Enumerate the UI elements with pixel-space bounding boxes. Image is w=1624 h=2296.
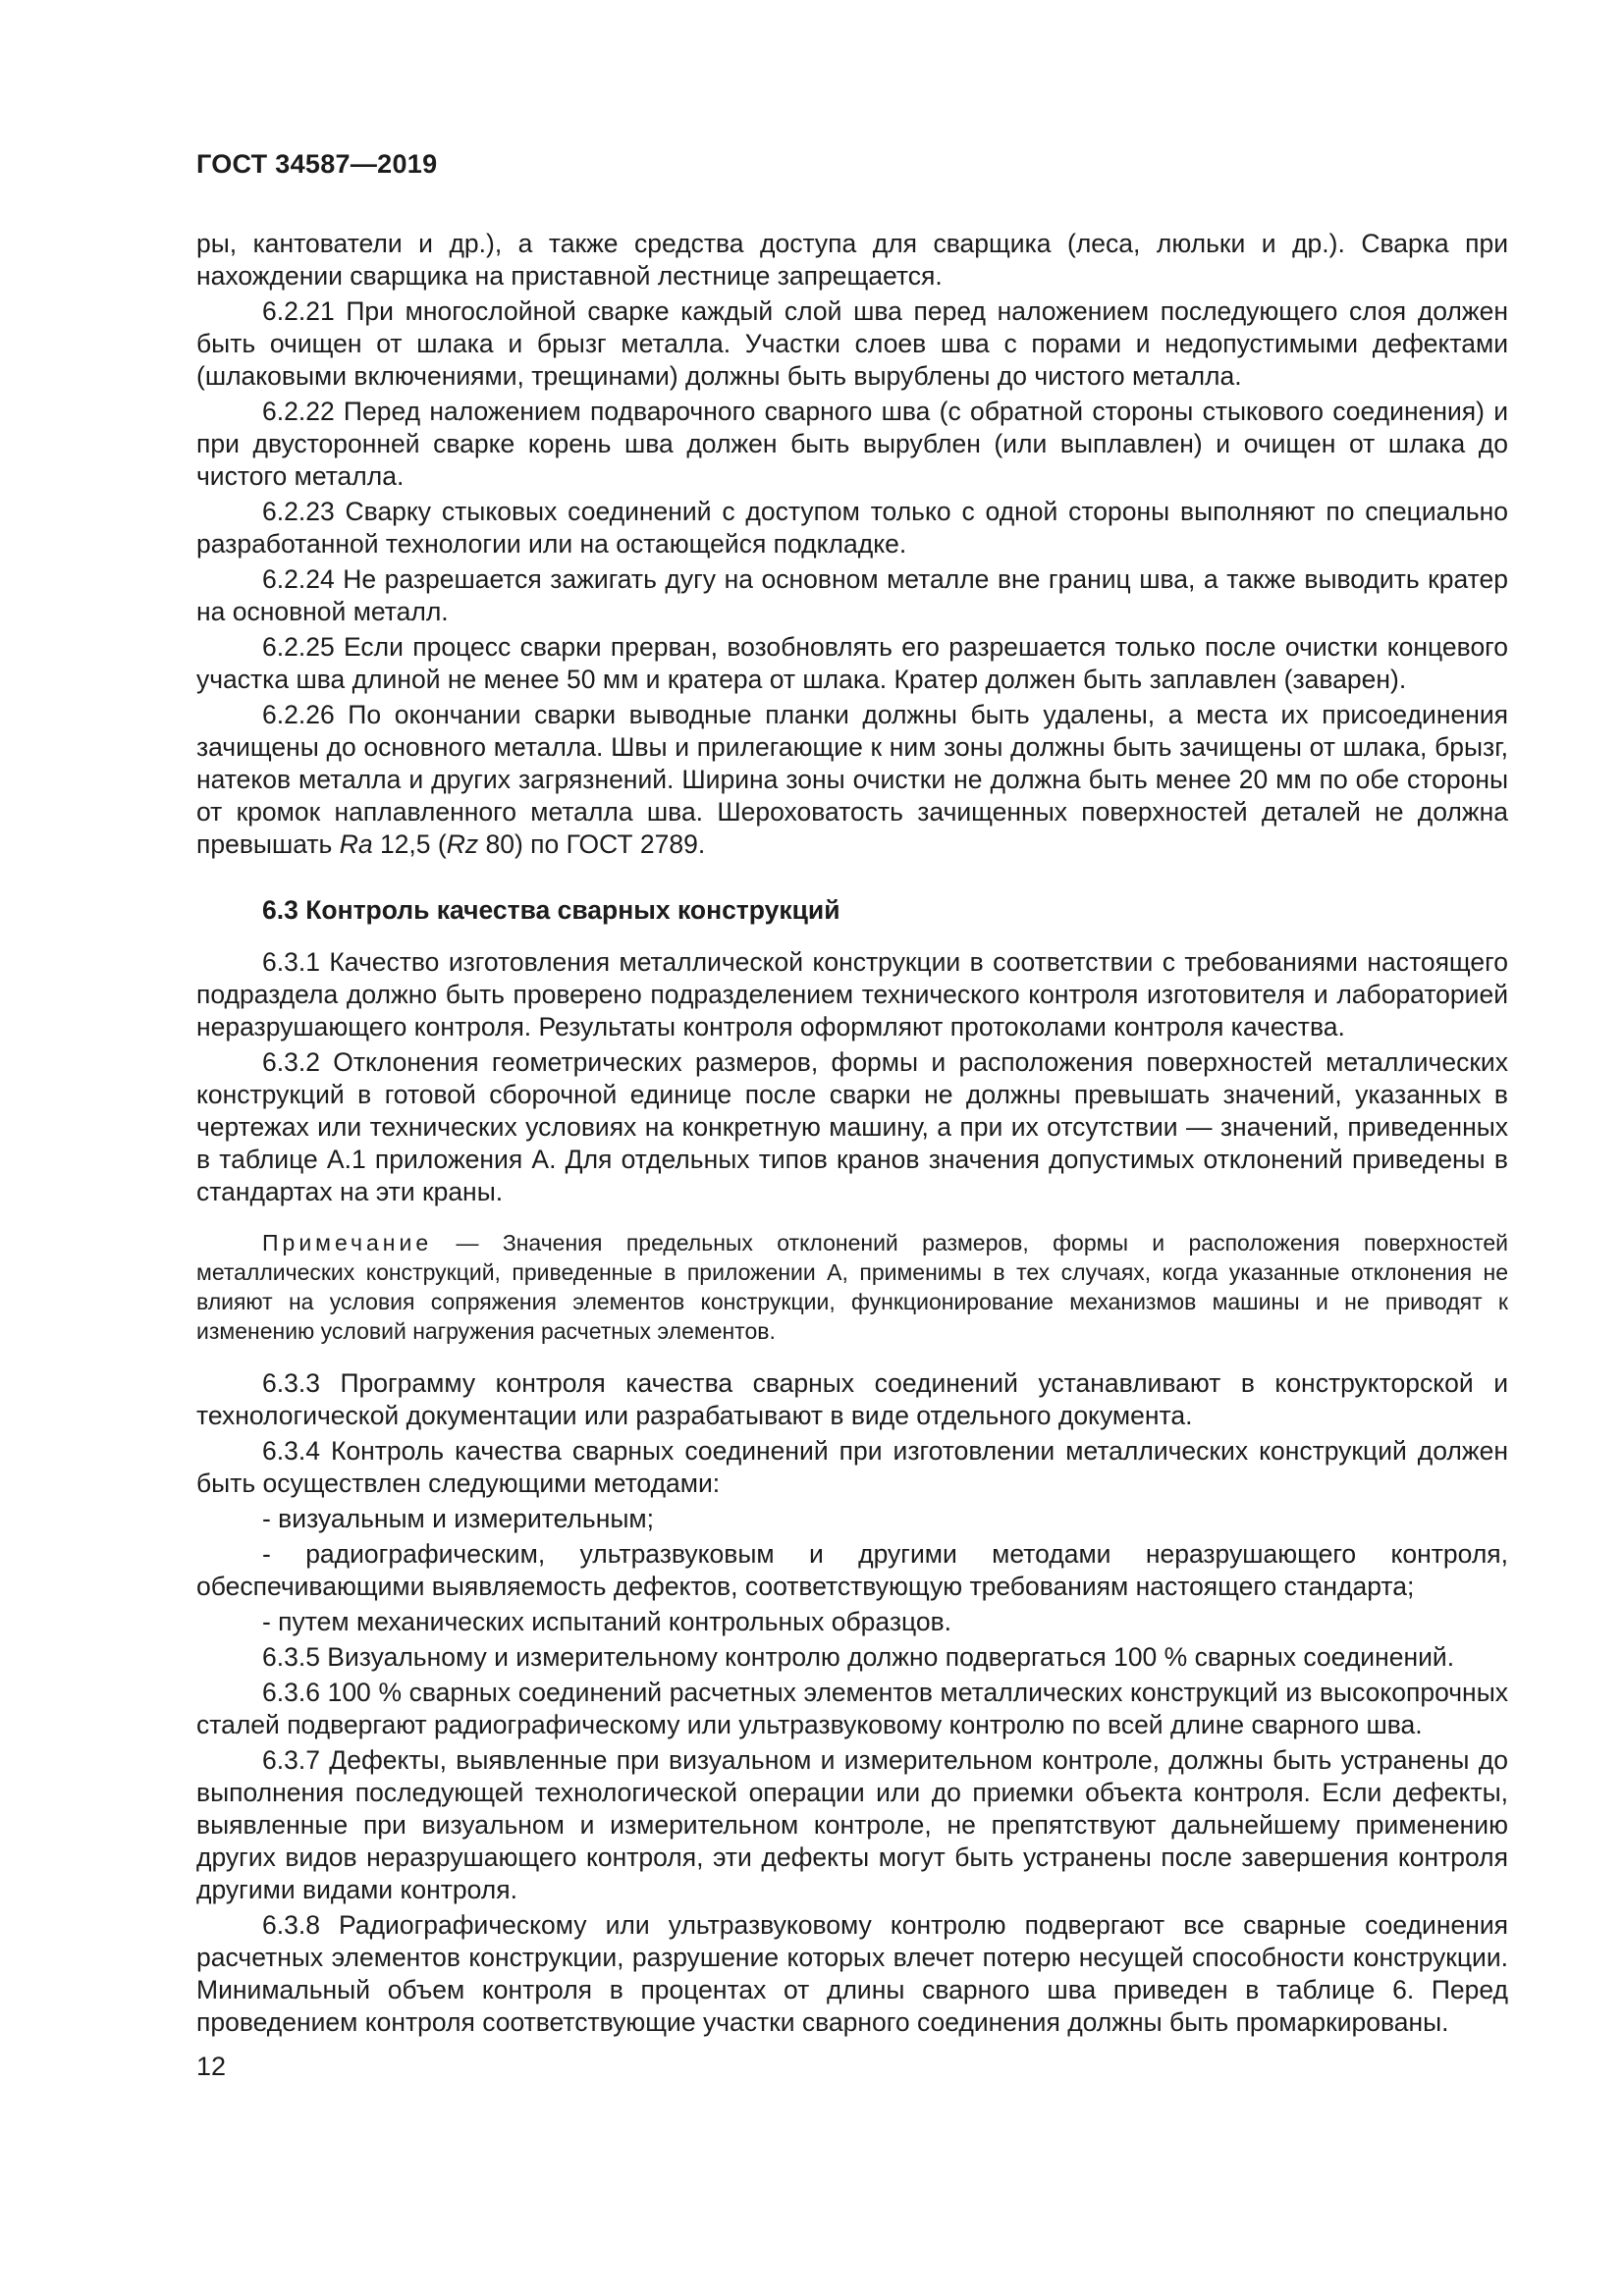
note-label: Примечание [262, 1230, 433, 1255]
list-item-visual: - визуальным и измерительным; [262, 1504, 654, 1533]
section-title-6-3: 6.3 Контроль качества сварных конструкций [262, 895, 840, 925]
paragraph-6-3-6: 6.3.6 100 % сварных соединений расчетных элементов металлических конструкций из высокопрочных сталей подвергают радиографическому или ультразвуковому контролю по всей длине сварного шва. [196, 1678, 1508, 1739]
roughness-rz-symbol: Rz [446, 829, 479, 859]
paragraph-6-3-7: 6.3.7 Дефекты, выявленные при визуальном и измерительном контроле, должны быть устранены до выполнения последующей технологической операции или до приемки объекта контроля. Если дефекты, выявленные при визуальном и измерительном контроле, не препятствуют дальнейшему применению других видов неразрушающего контроля, эти дефекты могут быть устранены после завершения контроля другими видами контроля. [196, 1745, 1508, 1904]
page-number: 12 [196, 2052, 227, 2081]
paragraph-6-2-23: 6.2.23 Сварку стыковых соединений с доступом только с одной стороны выполняют по специально разработанной технологии или на остающейся подкладке. [196, 497, 1508, 559]
paragraph-6-3-8: 6.3.8 Радиографическому или ультразвуковому контролю подвергают все сварные соединения расчетных элементов конструкции, разрушение которых влечет потерю несущей способности конструкции. Минимальный объем контроля в процентах от длины сварного шва приведен в таблице 6. Перед проведением контроля соответствующие участки сварного соединения должны быть промаркированы. [196, 1910, 1508, 2037]
roughness-ra-symbol: Ra [339, 829, 373, 859]
paragraph-continuation: ры, кантователи и др.), а также средства доступа для сварщика (леса, люльки и др.). Сварка при нахождении сварщика на приставной лестнице запрещается. [196, 229, 1508, 291]
note-block [196, 1228, 1508, 1346]
paragraph-6-3-5: 6.3.5 Визуальному и измерительному контролю должно подвергаться 100 % сварных соединений. [262, 1642, 1455, 1672]
paragraph-6-2-24: 6.2.24 Не разрешается зажигать дугу на основном металле вне границ шва, а также выводить кратер на основной металл. [196, 564, 1508, 626]
paragraph-6-2-26-text-2: 12,5 ( [372, 829, 447, 859]
document-body [196, 228, 1508, 2042]
list-item-radiographic: - радиографическим, ультразвуковым и другими методами неразрушающего контроля, обеспечивающими выявляемость дефектов, соответствующую требованиям настоящего стандарта; [196, 1539, 1508, 1601]
paragraph-6-2-26 [196, 699, 1508, 861]
paragraph-6-2-22: 6.2.22 Перед наложением подварочного сварного шва (с обратной стороны стыкового соединения) и при двусторонней сварке корень шва должен быть вырублен (или выплавлен) и очищен от шлака до чистого металла. [196, 397, 1508, 491]
paragraph-6-3-2: 6.3.2 Отклонения геометрических размеров, формы и расположения поверхностей металлических конструкций в готовой сборочной единице после сварки не должны превышать значений, указанных в чертежах или технических условиях на конкретную машину, а при их отсутствии — значений, приведенных в таблице А.1 приложения А. Для отдельных типов кранов значения допустимых отклонений приведены в стандартах на эти краны. [196, 1047, 1508, 1206]
paragraph-6-2-26-text-3: 80) по ГОСТ 2789. [478, 829, 706, 859]
paragraph-6-3-1: 6.3.1 Качество изготовления металлической конструкции в соответствии с требованиями настоящего подраздела должно быть проверено подразделением технического контроля изготовителя и лабораторией неразрушающего контроля. Результаты контроля оформляют протоколами контроля качества. [196, 947, 1508, 1041]
list-item-mechanical: - путем механических испытаний контрольных образцов. [262, 1607, 952, 1636]
paragraph-6-3-4: 6.3.4 Контроль качества сварных соединений при изготовлении металлических конструкций должен быть осуществлен следующими методами: [196, 1436, 1508, 1498]
standard-code-header: ГОСТ 34587—2019 [196, 149, 438, 179]
note-text: — Значения предельных отклонений размеров, формы и расположения поверхностей металлических конструкций, приведенные в приложении А, применимы в тех случаях, когда указанные отклонения не влияют на условия сопряжения элементов конструкции, функционирование механизмов машины и не приводят к изменению условий нагружения расчетных элементов. [196, 1230, 1508, 1344]
paragraph-6-2-26-text-1: 6.2.26 По окончании сварки выводные планки должны быть удалены, а места их присоединения зачищены до основного металла. Швы и прилегающие к ним зоны должны быть зачищены от шлака, брызг, натеков металла и других загрязнений. Ширина зоны очистки не должна быть менее 20 мм по обе стороны от кромок наплавленного металла шва. Шероховатость зачищенных поверхностей деталей не должна превышать [196, 700, 1508, 859]
paragraph-6-2-25: 6.2.25 Если процесс сварки прерван, возобновлять его разрешается только после очистки концевого участка шва длиной не менее 50 мм и кратера от шлака. Кратер должен быть заплавлен (заварен). [196, 632, 1508, 694]
paragraph-6-3-3: 6.3.3 Программу контроля качества сварных соединений устанавливают в конструкторской и технологической документации или разрабатывают в виде отдельного документа. [196, 1368, 1508, 1430]
paragraph-6-2-21: 6.2.21 При многослойной сварке каждый слой шва перед наложением последующего слоя должен быть очищен от шлака и брызг металла. Участки слоев шва с порами и недопустимыми дефектами (шлаковыми включениями, трещинами) должны быть вырублены до чистого металла. [196, 296, 1508, 391]
